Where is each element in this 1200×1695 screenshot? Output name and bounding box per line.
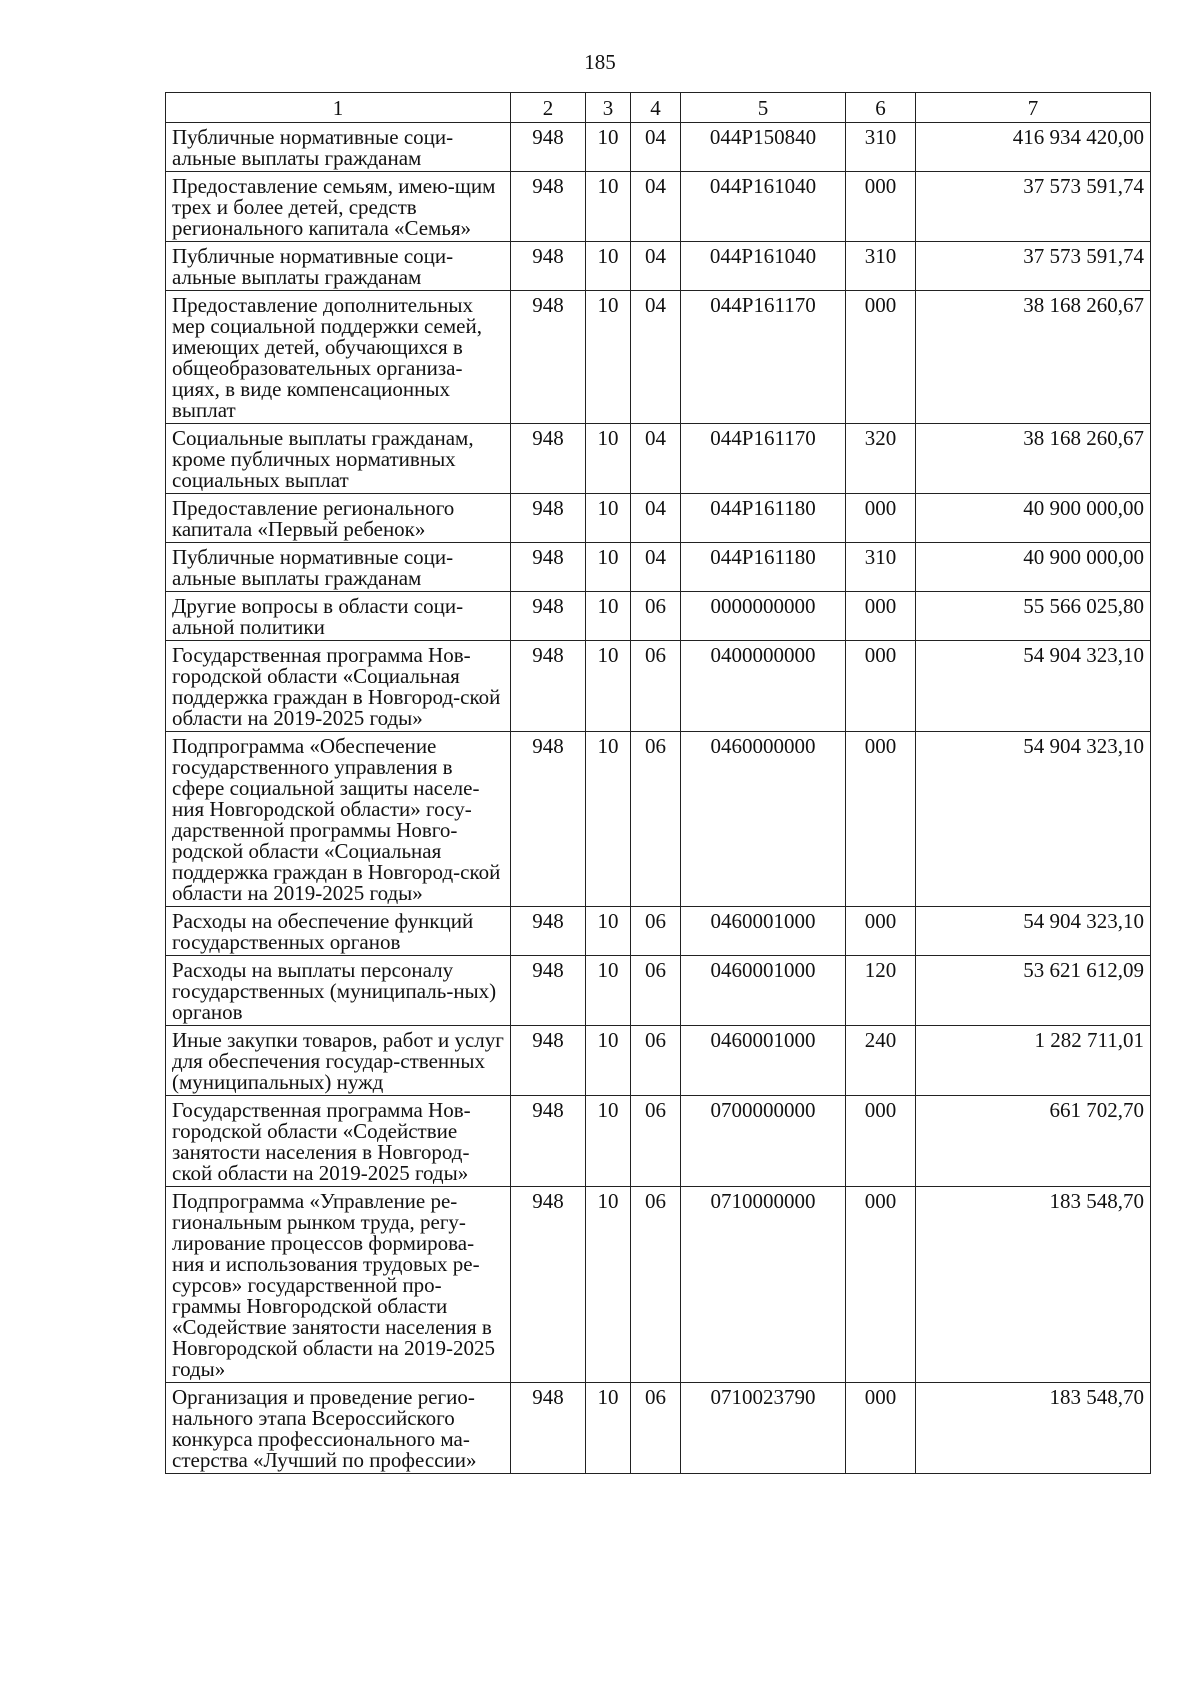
- header-col-1: 1: [166, 93, 511, 123]
- row-name: Публичные нормативные соци-альные выплаты гражданам: [166, 123, 511, 172]
- table-row: [166, 732, 1151, 907]
- row-vr: 120: [846, 956, 916, 1026]
- row-grbs: 948: [511, 123, 586, 172]
- row-pr: 04: [631, 291, 681, 424]
- row-amount: 37 573 591,74: [916, 242, 1151, 291]
- row-grbs: 948: [511, 291, 586, 424]
- row-vr: 000: [846, 907, 916, 956]
- table-row: [166, 242, 1151, 291]
- row-csr: 0000000000: [681, 592, 846, 641]
- row-vr: 000: [846, 1187, 916, 1383]
- row-amount: 40 900 000,00: [916, 494, 1151, 543]
- row-rz: 10: [586, 956, 631, 1026]
- row-amount: 183 548,70: [916, 1383, 1151, 1474]
- row-name: Социальные выплаты гражданам, кроме публичных нормативных социальных выплат: [166, 424, 511, 494]
- row-vr: 000: [846, 1383, 916, 1474]
- table-row: [166, 1026, 1151, 1096]
- row-name: Расходы на выплаты персоналу государственных (муниципаль-ных) органов: [166, 956, 511, 1026]
- row-csr: 0710000000: [681, 1187, 846, 1383]
- row-pr: 06: [631, 641, 681, 732]
- row-csr: 0400000000: [681, 641, 846, 732]
- row-vr: 000: [846, 494, 916, 543]
- budget-table: [165, 92, 1151, 1474]
- row-grbs: 948: [511, 1026, 586, 1096]
- row-rz: 10: [586, 1096, 631, 1187]
- row-rz: 10: [586, 641, 631, 732]
- row-grbs: 948: [511, 543, 586, 592]
- row-csr: 0460000000: [681, 732, 846, 907]
- row-pr: 06: [631, 907, 681, 956]
- header-col-2: 2: [511, 93, 586, 123]
- row-name: Иные закупки товаров, работ и услуг для обеспечения государ-ственных (муниципальных) нужд: [166, 1026, 511, 1096]
- table-row: [166, 424, 1151, 494]
- row-grbs: 948: [511, 424, 586, 494]
- row-grbs: 948: [511, 732, 586, 907]
- row-grbs: 948: [511, 172, 586, 242]
- row-amount: 54 904 323,10: [916, 732, 1151, 907]
- row-name: Государственная программа Нов-городской области «Социальная поддержка граждан в Новгород-ской области на 2019-2025 годы»: [166, 641, 511, 732]
- row-name: Публичные нормативные соци-альные выплаты гражданам: [166, 543, 511, 592]
- row-vr: 000: [846, 172, 916, 242]
- row-amount: 38 168 260,67: [916, 291, 1151, 424]
- table-row: [166, 494, 1151, 543]
- row-grbs: 948: [511, 907, 586, 956]
- row-amount: 40 900 000,00: [916, 543, 1151, 592]
- row-csr: 044P161170: [681, 424, 846, 494]
- row-pr: 04: [631, 494, 681, 543]
- row-name: Предоставление регионального капитала «Первый ребенок»: [166, 494, 511, 543]
- row-csr: 044P161040: [681, 242, 846, 291]
- table-row: [166, 123, 1151, 172]
- row-pr: 06: [631, 1026, 681, 1096]
- row-csr: 044P161170: [681, 291, 846, 424]
- row-name: Предоставление дополнительных мер социальной поддержки семей, имеющих детей, обучающихся в общеобразовательных организа-циях, в виде компенсационных выплат: [166, 291, 511, 424]
- row-pr: 06: [631, 956, 681, 1026]
- table-row: [166, 1383, 1151, 1474]
- row-pr: 06: [631, 592, 681, 641]
- row-pr: 04: [631, 424, 681, 494]
- row-rz: 10: [586, 424, 631, 494]
- table-row: [166, 592, 1151, 641]
- row-rz: 10: [586, 291, 631, 424]
- row-name: Другие вопросы в области соци-альной политики: [166, 592, 511, 641]
- row-amount: 55 566 025,80: [916, 592, 1151, 641]
- row-vr: 240: [846, 1026, 916, 1096]
- row-vr: 000: [846, 291, 916, 424]
- row-pr: 04: [631, 123, 681, 172]
- row-amount: 54 904 323,10: [916, 641, 1151, 732]
- row-rz: 10: [586, 1383, 631, 1474]
- page-number: 185: [584, 50, 616, 74]
- row-csr: 044P161180: [681, 543, 846, 592]
- row-grbs: 948: [511, 242, 586, 291]
- row-amount: 416 934 420,00: [916, 123, 1151, 172]
- row-pr: 06: [631, 1096, 681, 1187]
- row-vr: 310: [846, 543, 916, 592]
- row-pr: 06: [631, 1383, 681, 1474]
- row-csr: 0710023790: [681, 1383, 846, 1474]
- row-rz: 10: [586, 172, 631, 242]
- table-row: [166, 956, 1151, 1026]
- row-vr: 000: [846, 1096, 916, 1187]
- row-amount: 53 621 612,09: [916, 956, 1151, 1026]
- row-csr: 044P161180: [681, 494, 846, 543]
- row-name: Публичные нормативные соци-альные выплаты гражданам: [166, 242, 511, 291]
- row-name: Расходы на обеспечение функций государственных органов: [166, 907, 511, 956]
- row-csr: 0700000000: [681, 1096, 846, 1187]
- row-amount: 661 702,70: [916, 1096, 1151, 1187]
- row-name: Подпрограмма «Управление ре-гиональным рынком труда, регу-лирование процессов формирова-ния и использования трудовых ре-сурсов» государственной про-граммы Новгородской области «Содействие занятости населения в Новгородской области на 2019-2025 годы»: [166, 1187, 511, 1383]
- row-rz: 10: [586, 592, 631, 641]
- row-csr: 0460001000: [681, 1026, 846, 1096]
- row-pr: 06: [631, 732, 681, 907]
- row-csr: 0460001000: [681, 907, 846, 956]
- table-row: [166, 641, 1151, 732]
- row-name: Подпрограмма «Обеспечение государственного управления в сфере социальной защиты населе-ния Новгородской области» госу-дарственной программы Новго-родской области «Социальная поддержка граждан в Новгород-ской области на 2019-2025 годы»: [166, 732, 511, 907]
- header-row: [166, 93, 1151, 123]
- row-grbs: 948: [511, 1096, 586, 1187]
- row-amount: 54 904 323,10: [916, 907, 1151, 956]
- row-amount: 38 168 260,67: [916, 424, 1151, 494]
- table-row: [166, 543, 1151, 592]
- table-row: [166, 907, 1151, 956]
- header-col-5: 5: [681, 93, 846, 123]
- header-col-4: 4: [631, 93, 681, 123]
- row-name: Предоставление семьям, имею-щим трех и более детей, средств регионального капитала «Семья»: [166, 172, 511, 242]
- row-csr: 044P161040: [681, 172, 846, 242]
- row-rz: 10: [586, 494, 631, 543]
- row-csr: 0460001000: [681, 956, 846, 1026]
- row-vr: 000: [846, 641, 916, 732]
- row-rz: 10: [586, 907, 631, 956]
- row-vr: 320: [846, 424, 916, 494]
- row-vr: 310: [846, 123, 916, 172]
- row-grbs: 948: [511, 592, 586, 641]
- row-grbs: 948: [511, 1383, 586, 1474]
- row-grbs: 948: [511, 1187, 586, 1383]
- table-row: [166, 1096, 1151, 1187]
- row-csr: 044P150840: [681, 123, 846, 172]
- table-body: [166, 123, 1151, 1474]
- row-amount: 183 548,70: [916, 1187, 1151, 1383]
- row-grbs: 948: [511, 494, 586, 543]
- row-grbs: 948: [511, 956, 586, 1026]
- header-col-6: 6: [846, 93, 916, 123]
- row-pr: 04: [631, 543, 681, 592]
- row-amount: 1 282 711,01: [916, 1026, 1151, 1096]
- row-pr: 04: [631, 242, 681, 291]
- row-amount: 37 573 591,74: [916, 172, 1151, 242]
- row-vr: 000: [846, 592, 916, 641]
- row-name: Организация и проведение регио-нального этапа Всероссийского конкурса профессионального ма-стерства «Лучший по профессии»: [166, 1383, 511, 1474]
- row-vr: 310: [846, 242, 916, 291]
- table-row: [166, 172, 1151, 242]
- row-pr: 04: [631, 172, 681, 242]
- row-rz: 10: [586, 123, 631, 172]
- table-row: [166, 1187, 1151, 1383]
- row-name: Государственная программа Нов-городской области «Содействие занятости населения в Новгород-ской области на 2019-2025 годы»: [166, 1096, 511, 1187]
- row-rz: 10: [586, 1026, 631, 1096]
- row-rz: 10: [586, 1187, 631, 1383]
- row-grbs: 948: [511, 641, 586, 732]
- header-col-3: 3: [586, 93, 631, 123]
- row-rz: 10: [586, 543, 631, 592]
- row-vr: 000: [846, 732, 916, 907]
- row-pr: 06: [631, 1187, 681, 1383]
- row-rz: 10: [586, 732, 631, 907]
- header-col-7: 7: [916, 93, 1151, 123]
- row-rz: 10: [586, 242, 631, 291]
- table-row: [166, 291, 1151, 424]
